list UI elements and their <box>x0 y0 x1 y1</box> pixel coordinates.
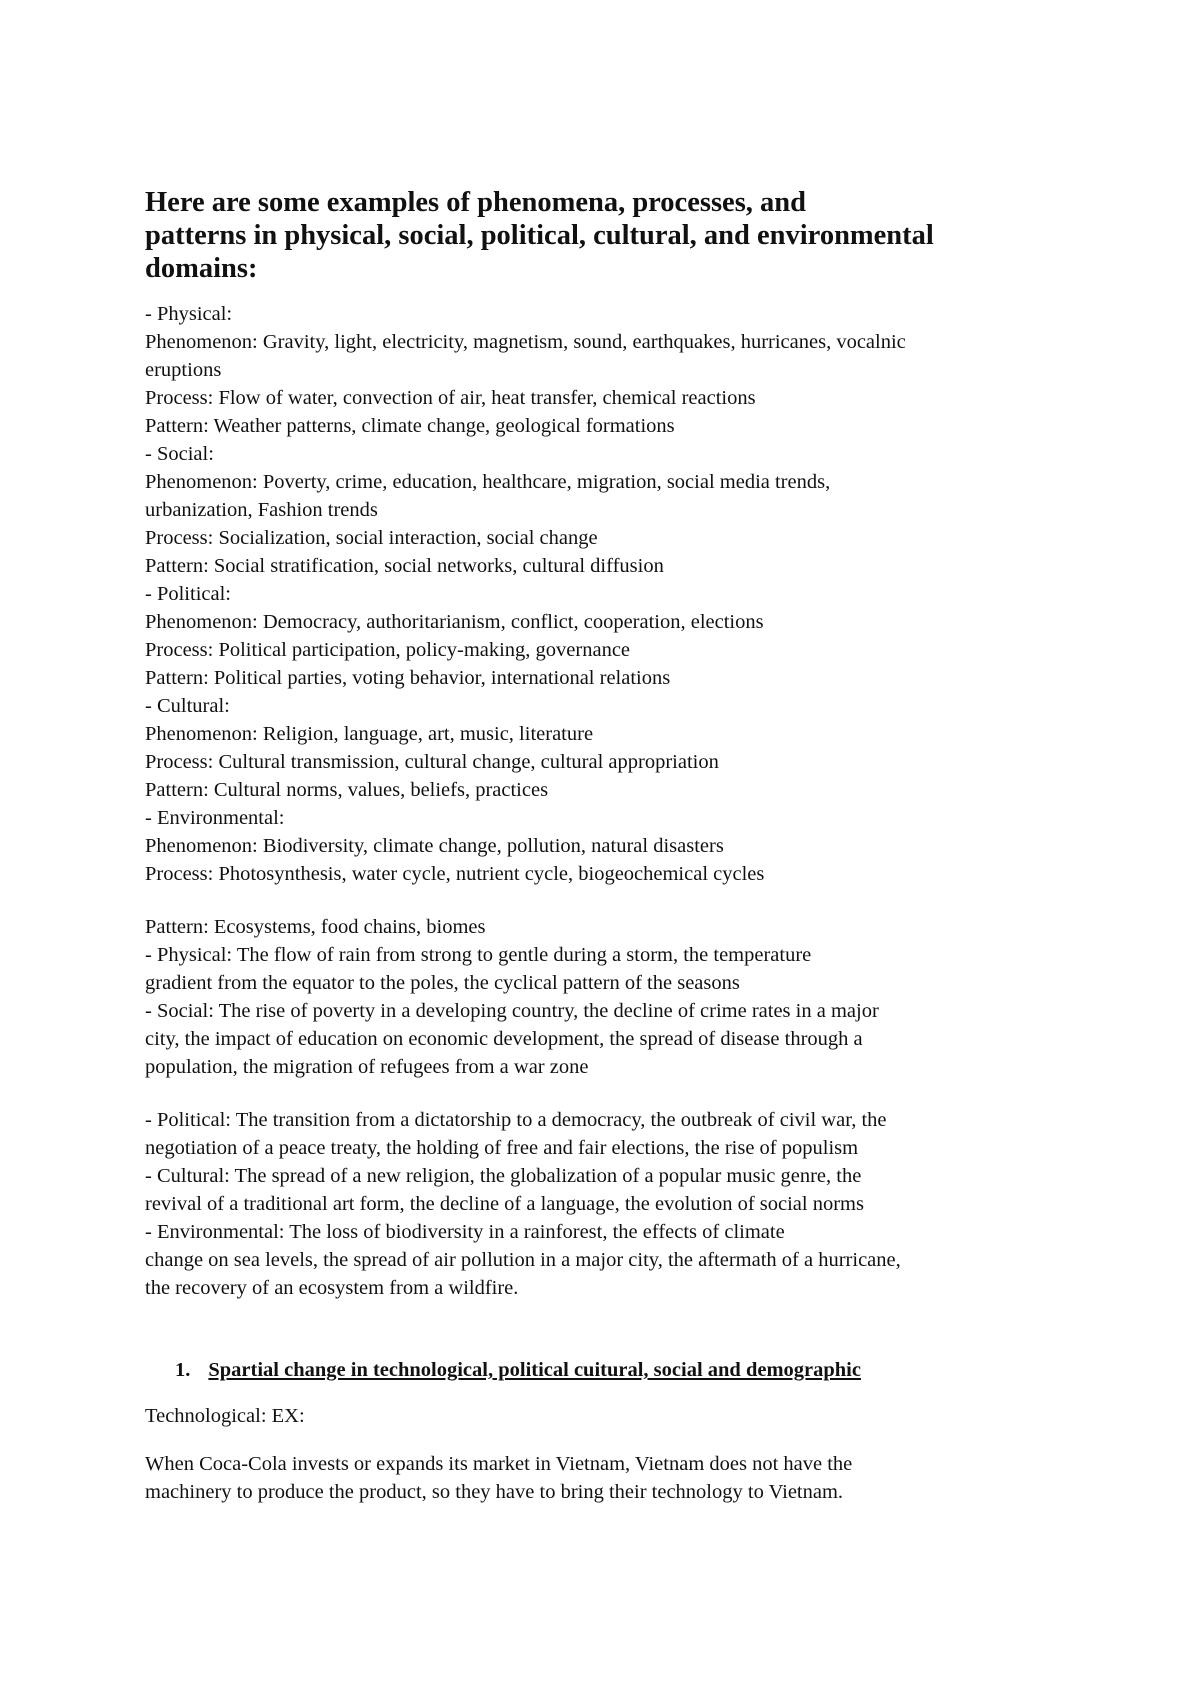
heading-line: domains: <box>145 253 258 284</box>
domain-examples <box>145 1106 1085 1302</box>
examples-list <box>145 300 1085 888</box>
text-line: - Social: The rise of poverty in a developing country, the decline of crime rates in a major <box>145 1000 879 1022</box>
text-line: change on sea levels, the spread of air pollution in a major city, the aftermath of a hurricane, <box>145 1249 901 1271</box>
text-line: Phenomenon: Religion, language, art, music, literature <box>145 723 594 745</box>
text-line: Phenomenon: Biodiversity, climate change, pollution, natural disasters <box>145 835 724 857</box>
text-line: Pattern: Ecosystems, food chains, biomes <box>145 916 486 938</box>
pattern-examples <box>145 913 1085 1081</box>
text-line: Phenomenon: Democracy, authoritarianism, conflict, cooperation, elections <box>145 611 764 633</box>
section-number: 1. <box>175 1359 191 1381</box>
text-line: urbanization, Fashion trends <box>145 499 378 521</box>
text-line: - Physical: The flow of rain from strong to gentle during a storm, the temperature <box>145 944 812 966</box>
heading-line: patterns in physical, social, political, cultural, and environmental <box>145 220 934 251</box>
text-line: - Political: The transition from a dictatorship to a democracy, the outbreak of civil war, the <box>145 1109 887 1131</box>
text-line: Process: Photosynthesis, water cycle, nutrient cycle, biogeochemical cycles <box>145 863 765 885</box>
text-line: - Environmental: The loss of biodiversity in a rainforest, the effects of climate <box>145 1221 785 1243</box>
text-line: Pattern: Cultural norms, values, beliefs, practices <box>145 779 549 801</box>
text-line: - Physical: <box>145 303 233 325</box>
text-line: population, the migration of refugees from a war zone <box>145 1056 589 1078</box>
text-line: revival of a traditional art form, the decline of a language, the evolution of social norms <box>145 1193 864 1215</box>
text-line: eruptions <box>145 359 222 381</box>
section-title: Spartial change in technological, political cuitural, social and demographic <box>208 1359 861 1381</box>
text-line: the recovery of an ecosystem from a wildfire. <box>145 1277 519 1299</box>
text-line: Phenomenon: Poverty, crime, education, healthcare, migration, social media trends, <box>145 471 831 493</box>
document-heading <box>145 186 1085 285</box>
text-line: Process: Flow of water, convection of air, heat transfer, chemical reactions <box>145 387 756 409</box>
text-line: - Social: <box>145 443 214 465</box>
text-line: Process: Political participation, policy-making, governance <box>145 639 631 661</box>
text-line: Process: Socialization, social interaction, social change <box>145 527 598 549</box>
text-line: machinery to produce the product, so they have to bring their technology to Vietnam. <box>145 1481 844 1503</box>
text-line: Phenomenon: Gravity, light, electricity, magnetism, sound, earthquakes, hurricanes, vocalnic <box>145 331 906 353</box>
text-line: When Coca-Cola invests or expands its market in Vietnam, Vietnam does not have the <box>145 1453 853 1475</box>
text-line: Process: Cultural transmission, cultural change, cultural appropriation <box>145 751 719 773</box>
text-line: negotiation of a peace treaty, the holding of free and fair elections, the rise of populism <box>145 1137 859 1159</box>
coca-cola-example <box>145 1450 1085 1506</box>
text-line: gradient from the equator to the poles, the cyclical pattern of the seasons <box>145 972 740 994</box>
heading-line: Here are some examples of phenomena, processes, and <box>145 187 806 218</box>
section-heading <box>175 1356 861 1384</box>
technological-label: Technological: EX: <box>145 1405 305 1427</box>
technological-label-block <box>145 1402 1085 1430</box>
text-line: Pattern: Social stratification, social networks, cultural diffusion <box>145 555 664 577</box>
text-line: Pattern: Political parties, voting behavior, international relations <box>145 667 671 689</box>
text-line: - Cultural: <box>145 695 230 717</box>
text-line: - Cultural: The spread of a new religion, the globalization of a popular music genre, the <box>145 1165 862 1187</box>
text-line: - Environmental: <box>145 807 285 829</box>
text-line: city, the impact of education on economic development, the spread of disease through a <box>145 1028 863 1050</box>
text-line: Pattern: Weather patterns, climate change, geological formations <box>145 415 675 437</box>
text-line: - Political: <box>145 583 231 605</box>
